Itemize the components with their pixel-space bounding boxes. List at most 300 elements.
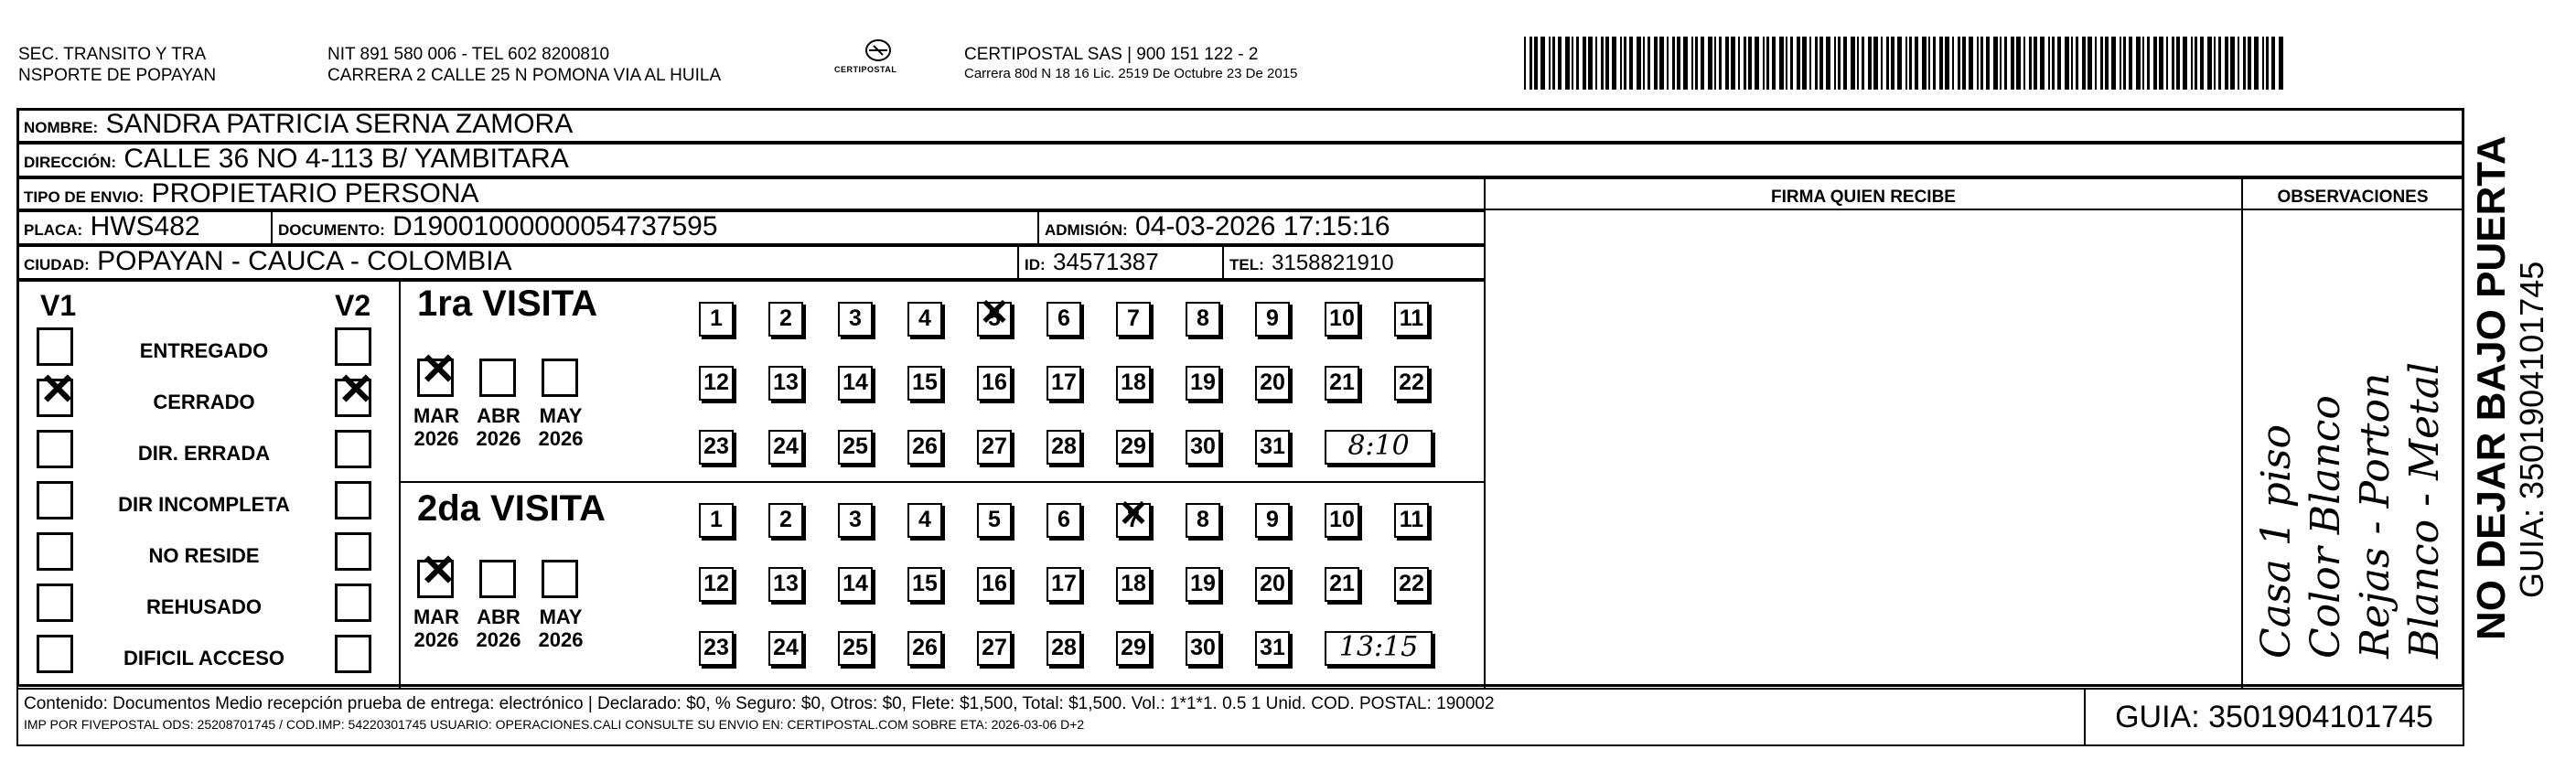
barcode-bar xyxy=(1637,37,1641,90)
v2-checkbox[interactable] xyxy=(335,584,371,622)
barcode-bar xyxy=(1755,37,1759,90)
barcode-bar xyxy=(1583,37,1586,90)
barcode-bar xyxy=(1802,37,1807,90)
visit2-label: 2da VISITA xyxy=(417,488,606,529)
tel-cell xyxy=(1222,245,1486,280)
barcode-bar xyxy=(2183,37,2187,90)
barcode-bar xyxy=(1873,37,1878,90)
barcode-bar xyxy=(2195,37,2197,90)
month-year: 2026 xyxy=(538,628,584,651)
firma-area[interactable] xyxy=(1484,209,2243,690)
barcode-bar xyxy=(1969,37,1973,90)
day-checkbox[interactable]: 15 xyxy=(907,567,942,602)
footer-info xyxy=(16,688,2086,746)
v1-checkbox[interactable] xyxy=(37,481,73,519)
status-label: DIR. ERRADA xyxy=(137,442,271,465)
month-checkbox[interactable] xyxy=(479,560,516,598)
admision-label: ADMISIÓN: xyxy=(1045,221,1128,239)
barcode-bar xyxy=(2129,37,2132,90)
month-year: 2026 xyxy=(476,628,521,651)
day-checkbox[interactable]: 3 xyxy=(838,503,873,538)
footer-guia-value: GUIA: 3501904101745 xyxy=(2115,700,2433,734)
barcode-bar xyxy=(1672,37,1675,90)
day-checkbox[interactable]: 20 xyxy=(1255,366,1290,401)
barcode-bar xyxy=(1552,37,1555,90)
v1-checkbox[interactable] xyxy=(37,379,73,417)
barcode-bar xyxy=(2000,37,2002,90)
barcode-bar xyxy=(1588,37,1593,90)
barcode-bar xyxy=(1763,37,1765,90)
day-checkbox[interactable]: 23 xyxy=(699,631,734,666)
day-checkbox[interactable]: 9 xyxy=(1255,503,1290,538)
barcode-bar xyxy=(2088,37,2092,90)
documento-value: D19001000000054737595 xyxy=(392,211,718,241)
barcode-bar xyxy=(1980,37,1983,90)
footer-line2: IMP POR FIVEPOSTAL ODS: 25208701745 / COD.IMP: 54220301745 USUARIO: OPERACIONES.CALI CONSULTE SU ENVIO EN: CERTIPOSTAL.COM SOBRE ETA: 2026-03-06 D+2 xyxy=(24,717,1085,732)
id-cell xyxy=(1017,245,1224,280)
month-name: MAY xyxy=(539,605,583,628)
day-checkbox[interactable]: 6 xyxy=(1046,503,1081,538)
barcode-bar xyxy=(1958,37,1960,90)
month-checkbox[interactable] xyxy=(417,359,454,397)
side-warning: NO DEJAR BAJO PUERTA xyxy=(2469,135,2514,640)
barcode-bar xyxy=(1779,37,1784,90)
certipostal-logo xyxy=(832,35,924,80)
barcode-bar xyxy=(2266,37,2269,90)
barcode xyxy=(1524,37,2283,90)
barcode-bar xyxy=(1838,37,1841,90)
day-checkbox[interactable]: 4 xyxy=(907,503,942,538)
barcode-bar xyxy=(2065,37,2069,90)
v1-checkbox[interactable] xyxy=(37,327,73,366)
barcode-bar xyxy=(1862,37,1864,90)
status-label: REHUSADO xyxy=(146,595,262,618)
barcode-bar xyxy=(1939,37,1943,90)
barcode-bar xyxy=(2011,37,2014,90)
nit-line2: CARRERA 2 CALLE 25 N POMONA VIA AL HUILA xyxy=(327,66,722,85)
barcode-bar xyxy=(1928,37,1930,90)
barcode-bar xyxy=(2191,37,2193,90)
v2-checkbox[interactable] xyxy=(335,635,371,673)
barcode-bar xyxy=(2172,37,2174,90)
month-name: ABR xyxy=(477,605,521,628)
barcode-bar xyxy=(2200,37,2204,90)
month-label xyxy=(532,404,589,450)
barcode-bar xyxy=(2023,37,2025,90)
month-checkbox[interactable] xyxy=(479,359,516,397)
barcode-bar xyxy=(1881,37,1883,90)
day-checkbox[interactable]: 25 xyxy=(838,631,873,666)
day-checkbox[interactable]: 17 xyxy=(1046,366,1081,401)
obs-line-1: Casa 1 piso xyxy=(2253,424,2300,659)
barcode-bar xyxy=(1549,37,1551,90)
barcode-bar xyxy=(1691,37,1693,90)
barcode-bar xyxy=(1986,37,1990,90)
barcode-bar xyxy=(2052,37,2055,90)
barcode-bar xyxy=(1565,37,1570,90)
day-checkbox[interactable]: 1 xyxy=(699,302,734,337)
barcode-bar xyxy=(1772,37,1776,90)
barcode-bar xyxy=(2076,37,2078,90)
barcode-bar xyxy=(1714,37,1716,90)
month-year: 2026 xyxy=(538,427,584,450)
month-label xyxy=(408,605,465,651)
ciudad-label: CIUDAD: xyxy=(24,256,90,273)
barcode-bar xyxy=(2142,37,2144,90)
day-checkbox[interactable]: 25 xyxy=(838,430,873,465)
nombre-label: NOMBRE: xyxy=(24,119,99,136)
v2-checkbox[interactable] xyxy=(335,430,371,468)
day-checkbox[interactable]: 26 xyxy=(907,631,942,666)
month-label xyxy=(408,404,465,450)
placa-label: PLACA: xyxy=(24,221,83,239)
barcode-bar xyxy=(2095,37,2097,90)
barcode-bar xyxy=(2100,37,2103,90)
barcode-bar xyxy=(2238,37,2239,90)
barcode-bar xyxy=(1558,37,1562,90)
day-checkbox[interactable]: 16 xyxy=(977,567,1012,602)
day-checkbox[interactable]: 19 xyxy=(1186,567,1220,602)
month-checkbox[interactable] xyxy=(542,359,578,397)
day-checkbox[interactable]: 22 xyxy=(1394,567,1429,602)
day-checkbox[interactable]: 20 xyxy=(1255,567,1290,602)
barcode-bar xyxy=(1677,37,1680,90)
barcode-bar xyxy=(1809,37,1811,90)
visit1-panel xyxy=(399,280,1486,483)
barcode-bar xyxy=(1909,37,1912,90)
day-checkbox[interactable]: 11 xyxy=(1394,302,1429,337)
day-checkbox[interactable]: 18 xyxy=(1116,567,1151,602)
barcode-bar xyxy=(2159,37,2163,90)
status-label: DIR INCOMPLETA xyxy=(118,493,290,516)
barcode-bar xyxy=(2207,37,2212,90)
barcode-bar xyxy=(1601,37,1604,90)
visit-time: 8:10 xyxy=(1325,430,1433,465)
barcode-bar xyxy=(2016,37,2021,90)
barcode-bar xyxy=(1643,37,1645,90)
day-checkbox[interactable]: 28 xyxy=(1046,430,1081,465)
day-checkbox[interactable]: 7 ✕ xyxy=(1116,503,1151,538)
obs-line-2: Color Blanco xyxy=(2302,395,2349,659)
footer-line1: Contenido: Documentos Medio recepción prueba de entrega: electrónico | Declarado: $0, % Seguro: $0, Otros: $0, Flete: $1,500, Total: $1,500. Vol.: 1*1*1. 0.5 1 Unid. COD. POSTAL: 190002 xyxy=(24,694,1495,713)
obs-line-3: Rejas - Porton xyxy=(2352,372,2399,659)
day-checkbox[interactable]: 31 xyxy=(1255,430,1290,465)
status-panel xyxy=(16,280,401,690)
day-checkbox[interactable]: 24 xyxy=(768,430,803,465)
day-checkbox[interactable]: 12 xyxy=(699,567,734,602)
month-name: MAR xyxy=(413,605,460,628)
day-checkbox[interactable]: 15 xyxy=(907,366,942,401)
barcode-bar xyxy=(1683,37,1688,90)
v2-checkbox[interactable] xyxy=(335,379,371,417)
sender-line2: NSPORTE DE POPAYAN xyxy=(18,66,217,85)
day-checkbox[interactable]: 10 xyxy=(1325,503,1359,538)
barcode-bar xyxy=(1576,37,1579,90)
barcode-bar xyxy=(1843,37,1847,90)
carrier-block xyxy=(964,44,1297,82)
day-checkbox[interactable]: 4 xyxy=(907,302,942,337)
barcode-bar xyxy=(2225,37,2228,90)
barcode-bar xyxy=(1857,37,1859,90)
ciudad-cell xyxy=(16,245,1019,280)
barcode-bar xyxy=(1797,37,1800,90)
barcode-bar xyxy=(2279,37,2283,90)
barcode-bar xyxy=(1897,37,1902,90)
barcode-bar xyxy=(1595,37,1597,90)
barcode-bar xyxy=(2105,37,2109,90)
month-name: ABR xyxy=(477,404,521,427)
day-checkbox[interactable]: 5 xyxy=(977,503,1012,538)
month-year: 2026 xyxy=(413,628,459,651)
barcode-bar xyxy=(1886,37,1889,90)
day-checkbox[interactable]: 2 xyxy=(768,302,803,337)
day-checkbox[interactable]: 6 xyxy=(1046,302,1081,337)
barcode-bar xyxy=(1952,37,1954,90)
carrier-line1: CERTIPOSTAL SAS | 900 151 122 - 2 xyxy=(964,45,1259,64)
barcode-bar xyxy=(2243,37,2246,90)
direccion-value: CALLE 36 NO 4-113 B/ YAMBITARA xyxy=(123,144,569,174)
v1-checkbox[interactable] xyxy=(37,635,73,673)
barcode-bar xyxy=(1933,37,1936,90)
barcode-bar xyxy=(2048,37,2050,90)
admision-value: 04-03-2026 17:15:16 xyxy=(1135,211,1390,241)
tipo-value: PROPIETARIO PERSONA xyxy=(151,178,479,209)
tipo-label: TIPO DE ENVIO: xyxy=(24,188,145,206)
day-checkbox[interactable]: 8 xyxy=(1186,503,1220,538)
day-checkbox[interactable]: 24 xyxy=(768,631,803,666)
barcode-bar xyxy=(1667,37,1669,90)
barcode-bar xyxy=(1993,37,1998,90)
day-checkbox[interactable]: 11 xyxy=(1394,503,1429,538)
day-checkbox[interactable]: 2 xyxy=(768,503,803,538)
barcode-bar xyxy=(1612,37,1616,90)
direccion-label: DIRECCIÓN: xyxy=(24,154,117,171)
barcode-bar xyxy=(1695,37,1698,90)
tel-label: TEL: xyxy=(1229,256,1264,273)
barcode-bar xyxy=(1572,37,1573,90)
barcode-bar xyxy=(1629,37,1633,90)
day-checkbox[interactable]: 28 xyxy=(1046,631,1081,666)
day-checkbox[interactable]: 22 xyxy=(1394,366,1429,401)
day-checkbox[interactable]: 9 xyxy=(1255,302,1290,337)
nit-line1: NIT 891 580 006 - TEL 602 8200810 xyxy=(327,45,610,64)
barcode-bar xyxy=(2029,37,2032,90)
barcode-bar xyxy=(1659,37,1664,90)
barcode-bar xyxy=(2123,37,2126,90)
side-text xyxy=(2470,73,2550,640)
month-year: 2026 xyxy=(476,427,521,450)
barcode-bar xyxy=(2176,37,2180,90)
carrier-line2: Carrera 80d N 18 16 Lic. 2519 De Octubre 23 De 2015 xyxy=(964,66,1298,81)
barcode-bar xyxy=(1624,37,1626,90)
side-guia: GUIA: 3501904101745 xyxy=(2513,261,2550,598)
barcode-bar xyxy=(2214,37,2216,90)
visit-time: 13:15 xyxy=(1325,631,1433,666)
tipo-row xyxy=(16,177,1486,210)
month-name: MAY xyxy=(539,404,583,427)
documento-label: DOCUMENTO: xyxy=(278,221,385,239)
day-checkbox[interactable]: 19 xyxy=(1186,366,1220,401)
day-checkbox[interactable]: 5 ✕ xyxy=(977,302,1012,337)
barcode-bar xyxy=(2136,37,2141,90)
v2-label: V2 xyxy=(335,289,371,322)
barcode-bar xyxy=(1815,37,1818,90)
observaciones-header xyxy=(2241,177,2464,210)
sender-line1: SEC. TRANSITO Y TRA xyxy=(18,45,207,64)
day-checkbox[interactable]: 10 xyxy=(1325,302,1359,337)
barcode-bar xyxy=(2057,37,2061,90)
obs-line-4: Blanco - Metal xyxy=(2401,361,2448,659)
barcode-bar xyxy=(1654,37,1658,90)
barcode-bar xyxy=(1826,37,1830,90)
footer-guia xyxy=(2084,688,2464,746)
barcode-bar xyxy=(1731,37,1735,90)
day-checkbox[interactable]: 8 xyxy=(1186,302,1220,337)
barcode-bar xyxy=(1868,37,1872,90)
barcode-bar xyxy=(1738,37,1740,90)
visit2-panel xyxy=(399,481,1486,690)
day-checkbox[interactable]: 14 xyxy=(838,366,873,401)
visit1-label: 1ra VISITA xyxy=(417,284,598,324)
observaciones-label: OBSERVACIONES xyxy=(2277,187,2429,207)
barcode-bar xyxy=(1605,37,1609,90)
firma-header xyxy=(1484,177,2243,210)
barcode-bar xyxy=(2218,37,2221,90)
day-checkbox[interactable]: 21 xyxy=(1325,567,1359,602)
direccion-row xyxy=(16,143,2464,177)
day-checkbox[interactable]: 17 xyxy=(1046,567,1081,602)
placa-cell xyxy=(16,210,273,245)
barcode-bar xyxy=(1786,37,1787,90)
v1-label: V1 xyxy=(40,289,77,322)
barcode-bar xyxy=(1834,37,1836,90)
month-year: 2026 xyxy=(413,427,459,450)
barcode-bar xyxy=(1851,37,1855,90)
month-checkbox[interactable] xyxy=(542,560,578,598)
barcode-bar xyxy=(1719,37,1722,90)
month-label xyxy=(470,404,527,450)
tel-value: 3158821910 xyxy=(1272,251,1394,275)
v1-checkbox[interactable] xyxy=(37,584,73,622)
day-checkbox[interactable]: 13 xyxy=(768,567,803,602)
v2-checkbox[interactable] xyxy=(335,532,371,571)
barcode-bar xyxy=(2230,37,2235,90)
barcode-bar xyxy=(1748,37,1752,90)
month-label xyxy=(532,605,589,651)
placa-value: HWS482 xyxy=(90,211,200,241)
day-checkbox[interactable]: 23 xyxy=(699,430,734,465)
nombre-value: SANDRA PATRICIA SERNA ZAMORA xyxy=(105,109,574,139)
id-label: ID: xyxy=(1025,256,1046,273)
v2-checkbox[interactable] xyxy=(335,481,371,519)
observaciones-area xyxy=(2241,209,2464,690)
v1-checkbox[interactable] xyxy=(37,430,73,468)
barcode-bar xyxy=(2120,37,2121,90)
barcode-bar xyxy=(2111,37,2116,90)
status-label: CERRADO xyxy=(153,391,255,413)
documento-cell xyxy=(271,210,1039,245)
barcode-bar xyxy=(2034,37,2037,90)
id-value: 34571387 xyxy=(1053,248,1159,275)
barcode-bar xyxy=(2071,37,2073,90)
barcode-bar xyxy=(1905,37,1907,90)
barcode-bar xyxy=(2271,37,2275,90)
barcode-icon xyxy=(1524,37,2283,90)
barcode-bar xyxy=(2248,37,2251,90)
barcode-bar xyxy=(2004,37,2007,90)
observaciones-handwriting xyxy=(2252,220,2450,659)
day-checkbox[interactable]: 29 xyxy=(1116,430,1151,465)
month-label xyxy=(470,605,527,651)
barcode-bar xyxy=(1708,37,1712,90)
barcode-bar xyxy=(1744,37,1746,90)
logo-text: CERTIPOSTAL xyxy=(834,65,897,74)
day-checkbox[interactable]: 13 xyxy=(768,366,803,401)
nombre-row xyxy=(16,108,2464,143)
firma-label: FIRMA QUIEN RECIBE xyxy=(1771,187,1956,207)
day-checkbox[interactable]: 7 xyxy=(1116,302,1151,337)
day-checkbox[interactable]: 31 xyxy=(1255,631,1290,666)
day-checkbox[interactable]: 29 xyxy=(1116,631,1151,666)
barcode-bar xyxy=(1891,37,1894,90)
barcode-bar xyxy=(1977,37,1979,90)
barcode-bar xyxy=(1766,37,1769,90)
day-checkbox[interactable]: 14 xyxy=(838,567,873,602)
day-checkbox[interactable]: 3 xyxy=(838,302,873,337)
day-checkbox[interactable]: 26 xyxy=(907,430,942,465)
barcode-bar xyxy=(1790,37,1793,90)
day-checkbox[interactable]: 27 xyxy=(977,430,1012,465)
ciudad-value: POPAYAN - CAUCA - COLOMBIA xyxy=(97,246,512,276)
month-checkbox[interactable] xyxy=(417,560,454,598)
day-checkbox[interactable]: 1 xyxy=(699,503,734,538)
barcode-bar xyxy=(2040,37,2045,90)
barcode-bar xyxy=(2147,37,2150,90)
v2-checkbox[interactable] xyxy=(335,327,371,366)
barcode-bar xyxy=(1945,37,1949,90)
day-checkbox[interactable]: 30 xyxy=(1186,430,1220,465)
status-label: DIFICIL ACCESO xyxy=(123,647,284,669)
v1-checkbox[interactable] xyxy=(37,532,73,571)
barcode-bar xyxy=(1915,37,1918,90)
barcode-bar xyxy=(1648,37,1650,90)
month-name: MAR xyxy=(413,404,460,427)
barcode-bar xyxy=(2262,37,2264,90)
nit-block xyxy=(327,44,721,86)
status-label: NO RESIDE xyxy=(148,544,260,567)
sender-block xyxy=(18,44,216,86)
day-checkbox[interactable]: 16 xyxy=(977,366,1012,401)
status-label: ENTREGADO xyxy=(139,339,269,362)
barcode-bar xyxy=(1540,37,1545,90)
barcode-bar xyxy=(1530,37,1532,90)
day-checkbox[interactable]: 30 xyxy=(1186,631,1220,666)
barcode-bar xyxy=(2082,37,2086,90)
day-checkbox[interactable]: 21 xyxy=(1325,366,1359,401)
barcode-bar xyxy=(1524,37,1526,90)
barcode-bar xyxy=(1534,37,1538,90)
barcode-bar xyxy=(1701,37,1704,90)
barcode-bar xyxy=(1620,37,1622,90)
day-checkbox[interactable]: 27 xyxy=(977,631,1012,666)
barcode-bar xyxy=(1725,37,1729,90)
barcode-bar xyxy=(1922,37,1927,90)
barcode-bar xyxy=(2254,37,2259,90)
barcode-bar xyxy=(2166,37,2168,90)
day-checkbox[interactable]: 12 xyxy=(699,366,734,401)
day-checkbox[interactable]: 18 xyxy=(1116,366,1151,401)
barcode-bar xyxy=(2153,37,2157,90)
